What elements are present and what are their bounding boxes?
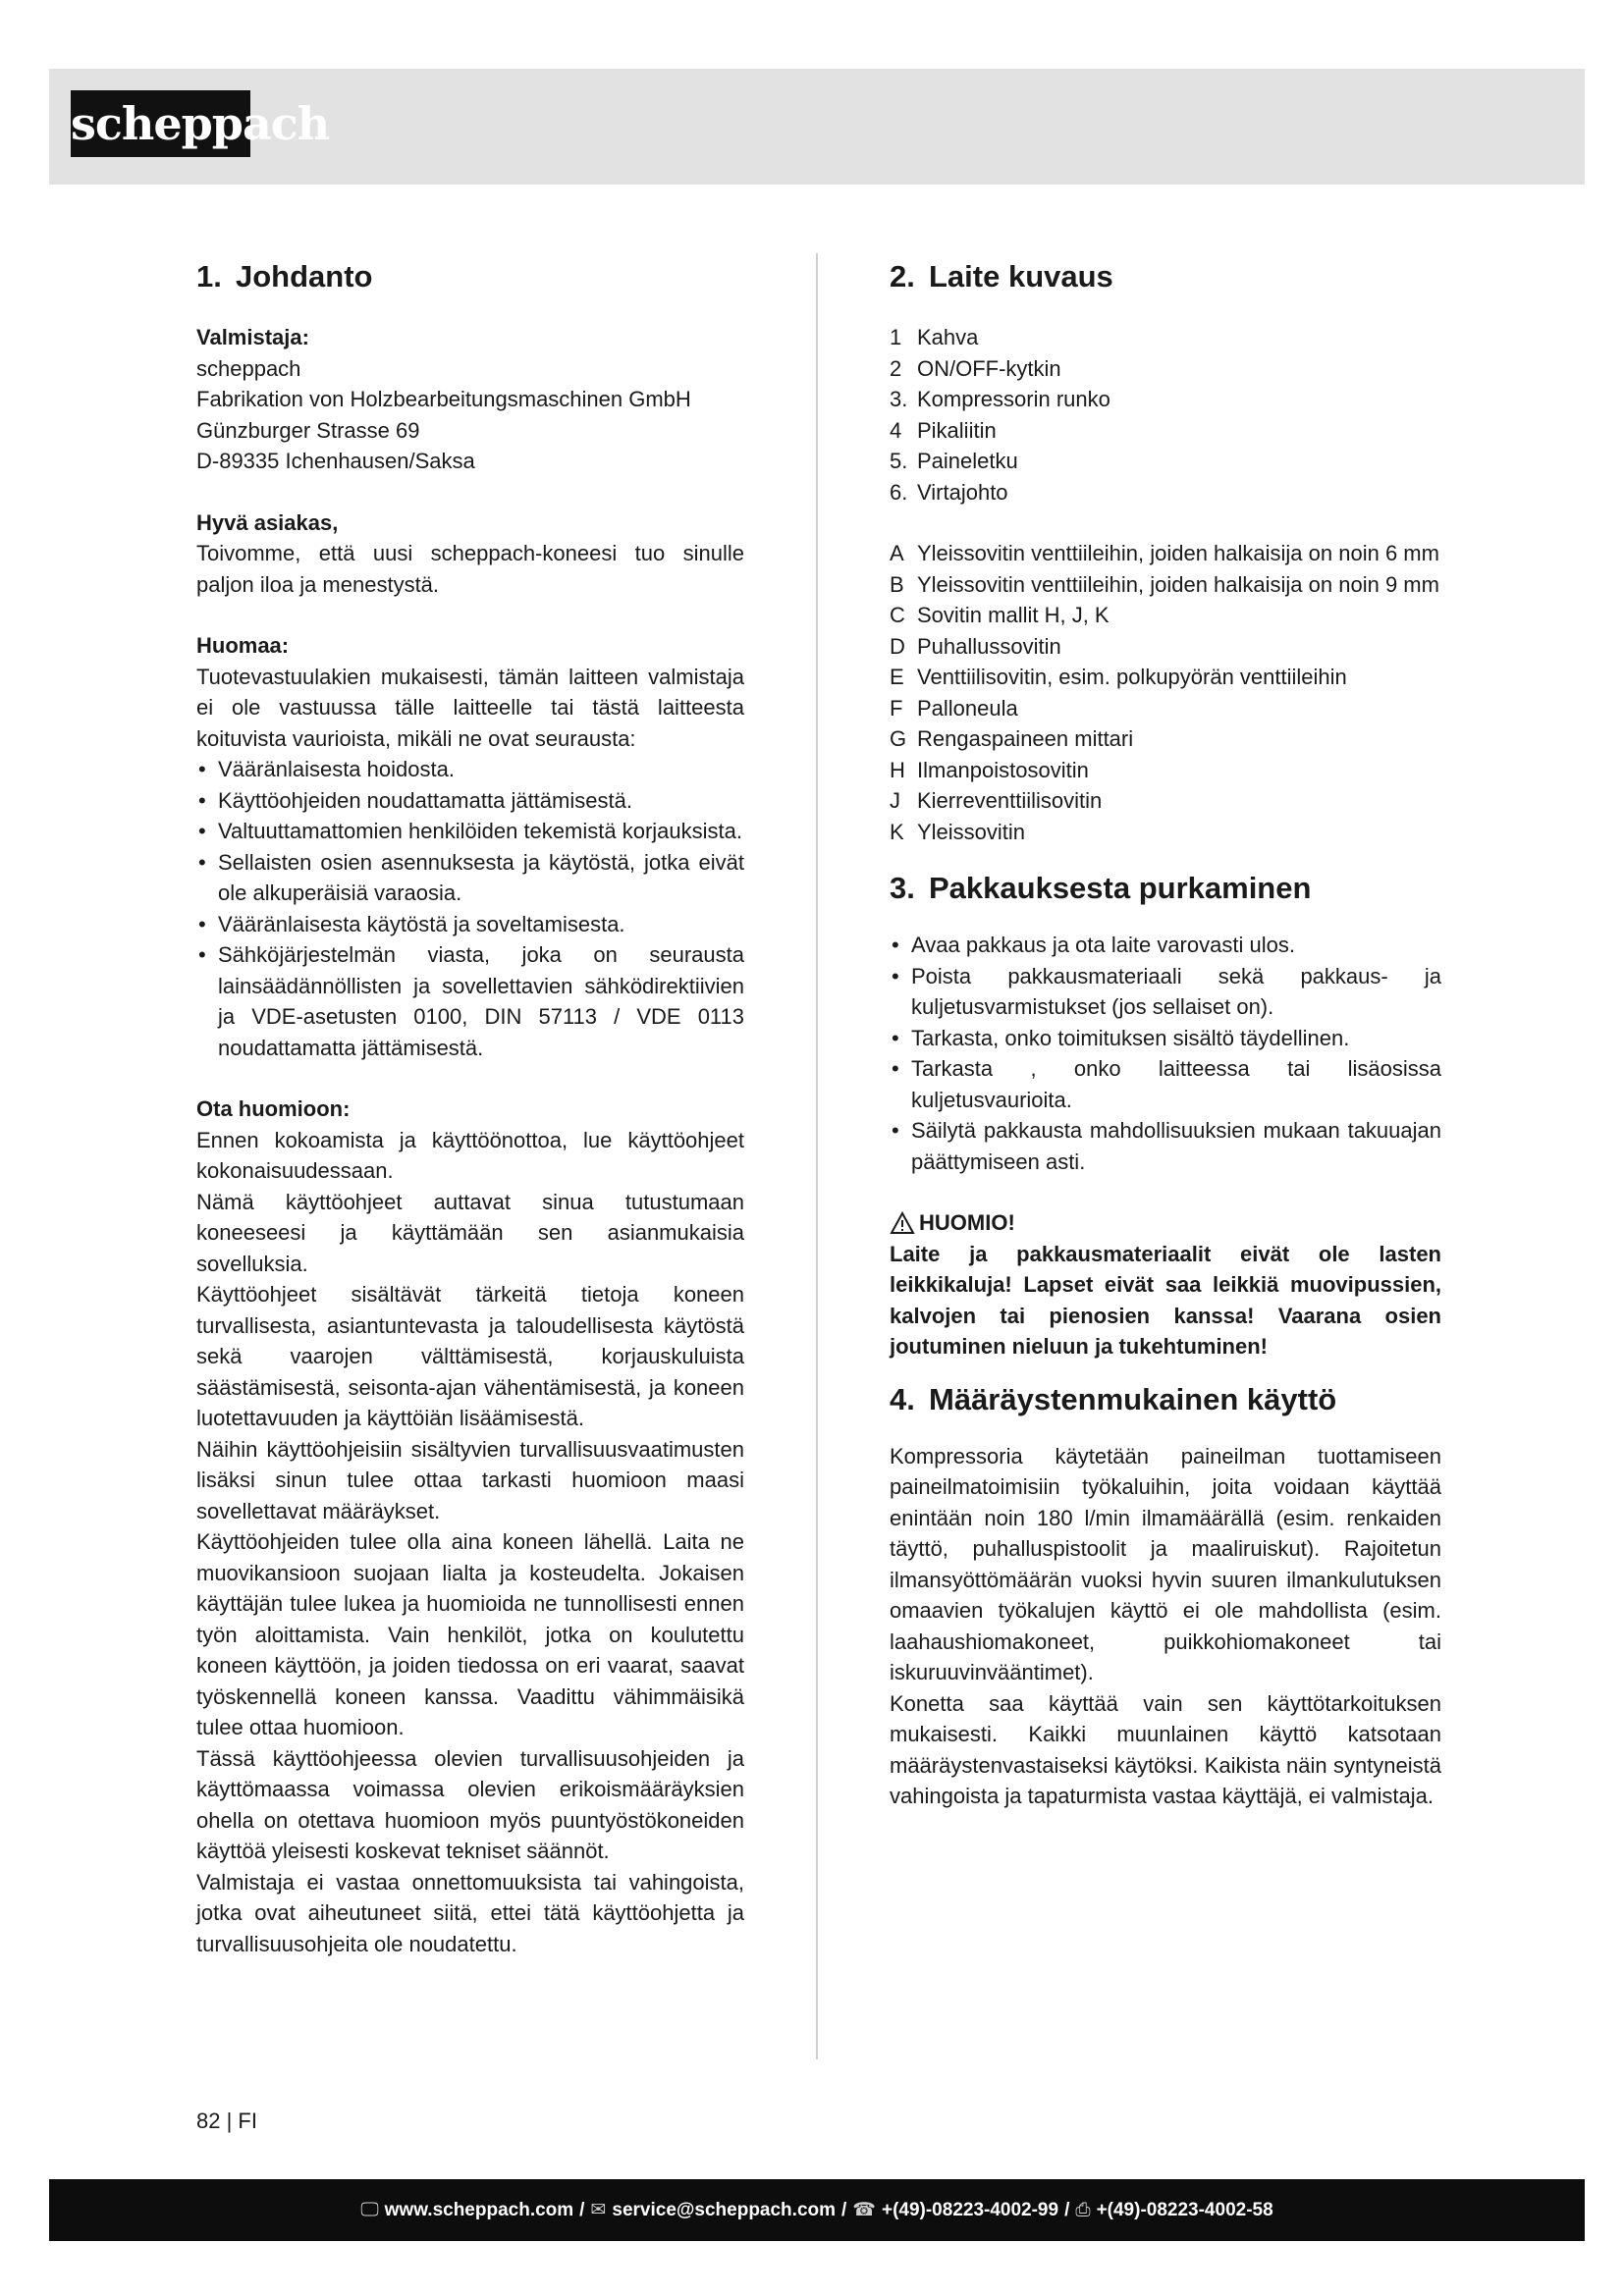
attention-paragraph: Valmistaja ei vastaa onnettomuuksista tai vahingoista, jotka ovat aiheutuneet siitä, ettei tätä käyttöohjetta ja turvallisuusohjeita ole noudatettu. (196, 1869, 744, 1956)
list-item: A Yleissovitin venttiileihin, joiden halkaisija on noin 6 mm (890, 541, 1439, 565)
intended-use-paragraph: Konetta saa käyttää vain sen käyttötarkoituksen mukaisesti. Kaikki muunlainen käyttö katsotaan määräystenvastaiseksi käytöksi. Kaikista näin syntyneistä vahingoista ja tapaturmista vastaa käyttäjä, ei valmistaja. (890, 1690, 1441, 1808)
attention-paragraph: Tässä käyttöohjeessa olevien turvallisuusohjeiden ja käyttömaassa voimassa olevien erikoismääräyksien ohella on otettava huomioon myös puuntyöstökoneiden käyttöä yleisesti koskevat tekniset säännöt. (196, 1745, 744, 1863)
list-item: • Valtuuttamattomien henkilöiden tekemistä korjauksista. (196, 816, 744, 847)
page-number: 82 | FI (196, 2109, 257, 2133)
left-column (196, 253, 744, 1959)
unpacking-list (890, 930, 1441, 1177)
list-item: • Tarkasta , onko laitteessa tai lisäosissa kuljetusvaurioita. (890, 1053, 1441, 1115)
list-item: G Rengaspaineen mittari (890, 726, 1134, 751)
parts-list (890, 322, 1441, 507)
list-item: • Vääränlaisesta käytöstä ja soveltamisesta. (196, 909, 744, 940)
list-item: C Sovitin mallit H, J, K (890, 603, 1110, 627)
phone-number: +(49)-08223-4002-99 (881, 2199, 1059, 2220)
dear-customer-text: Toivomme, että uusi scheppach-koneesi tuo sinulle paljon iloa ja menestystä. (196, 541, 744, 597)
attention-paragraph: Ennen kokoamista ja käyttöönottoa, lue käyttöohjeet kokonaisuudessaan. (196, 1127, 744, 1183)
phone-icon: ☎ (852, 2200, 876, 2220)
section-4-heading: 4. Määräystenmukainen käyttö (890, 1381, 1337, 1416)
attention-paragraph: Käyttöohjeiden tulee olla aina koneen lähellä. Laita ne muovikansioon suojaan lialta ja kosteudelta. Jokaisen käyttäjän tulee lukea ja huomioida ne tunnollisesti ennen työn aloittamista. Vain henkilöt, jotka on koulutettu koneen käyttöön, ja joiden tiedossa on eri vaarat, saavat työskennellä koneen kanssa. Vaadittu vähimmäisikä tulee ottaa huomioon. (196, 1529, 744, 1739)
right-column (890, 253, 1441, 1812)
email-link[interactable]: service@scheppach.com (612, 2199, 837, 2220)
section-2-heading: 2. Laite kuvaus (890, 259, 1113, 294)
manufacturer-line: scheppach (196, 355, 301, 381)
list-item: • Tarkasta, onko toimituksen sisältö täydellinen. (890, 1023, 1441, 1054)
attention-paragraph: Käyttöohjeet sisältävät tärkeitä tietoja koneen turvallisesta, asiantuntevasta ja taloudellisesta käytöstä sekä vaarojen välttämisestä, korjauskuluista säästämisestä, seisonta-ajan vähentämisestä, ja koneen luotettavuuden ja käyttöiän lisäämisestä. (196, 1282, 744, 1430)
list-item: • Sellaisten osien asennuksesta ja käytöstä, jotka eivät ole alkuperäisiä varaosia. (196, 847, 744, 909)
section-1-heading: 1. Johdanto (196, 259, 373, 294)
list-item: H Ilmanpoistosovitin (890, 757, 1089, 782)
section-3-heading: 3. Pakkauksesta purkaminen (890, 871, 1312, 905)
list-item: • Säilytä pakkausta mahdollisuuksien mukaan takuuajan päättymiseen asti. (890, 1115, 1441, 1177)
list-item: 3. Kompressorin runko (890, 387, 1110, 411)
list-item: D Puhallussovitin (890, 633, 1061, 659)
attention-paragraph: Nämä käyttöohjeet auttavat sinua tutustumaan koneeseesi ja käyttämään sen asianmukaisia sovelluksia. (196, 1189, 744, 1276)
note-text: Tuotevastuulakien mukaisesti, tämän laitteen valmistaja ei ole vastuussa tälle laitteelle tai tästä laitteesta koituvista vaurioista, mikäli ne ovat seurausta: (196, 664, 744, 751)
scheppach-logo: scheppach (71, 90, 250, 157)
list-item: • Avaa pakkaus ja ota laite varovasti ulos. (890, 930, 1441, 961)
manufacturer-line: Fabrikation von Holzbearbeitungsmaschinen GmbH (196, 387, 691, 411)
intended-use-paragraph: Kompressoria käytetään paineilman tuottamiseen paineilmatoimisiin työkaluihin, joita voidaan käyttää enintään noin 180 l/min ilmamäärällä (esim. renkaiden täyttö, puhalluspistoolit ja maaliruiskut). Rajoitetun ilmansyöttömäärän vuoksi hyvin suuren ilmankulutuksen omaavien työkalujen käyttö ei ole mahdollista (esim. laahaushiomakoneet, puikkohiomakoneet tai iskuruuvinvääntimet). (890, 1443, 1441, 1684)
manufacturer-heading: Valmistaja: (196, 325, 309, 349)
column-divider (816, 253, 818, 2059)
list-item: F Palloneula (890, 695, 1018, 721)
accessories-list (890, 538, 1441, 847)
fax-icon: ⎙ (1075, 2199, 1091, 2220)
list-item: • Sähköjärjestelmän viasta, joka on seurausta lainsäädännöllisten ja sovellettavien sähködirektiivien ja VDE-asetusten 0100, DIN 57113 / VDE 0113 noudattamatta jättämisestä. (196, 939, 744, 1063)
attention-paragraph: Näihin käyttöohjeisiin sisältyvien turvallisuusvaatimusten lisäksi sinun tulee ottaa tarkasti huomioon maasi sovellettavat määräykset. (196, 1436, 744, 1523)
list-item: • Vääränlaisesta hoidosta. (196, 754, 744, 785)
warning-text: Laite ja pakkausmateriaalit eivät ole lasten leikkikaluja! Lapset eivät saa leikkiä muovipussien, kalvojen tai pienosien kanssa! Vaarana osien joutuminen nieluun ja tukehtuminen! (890, 1241, 1441, 1359)
list-item: 2 ON/OFF-kytkin (890, 355, 1061, 381)
fax-number: +(49)-08223-4002-58 (1096, 2199, 1273, 2220)
attention-heading: Ota huomioon: (196, 1096, 351, 1121)
warning-triangle-icon (890, 1211, 915, 1235)
list-item: • Poista pakkausmateriaali sekä pakkaus- ja kuljetusvarmistukset (jos sellaiset on). (890, 961, 1441, 1023)
separator: / (841, 2199, 847, 2220)
list-item: E Venttiilisovitin, esim. polkupyörän venttiileihin (890, 665, 1347, 689)
list-item: • Käyttöohjeiden noudattamatta jättämisestä. (196, 785, 744, 817)
list-item: 4 Pikaliitin (890, 417, 997, 443)
separator: / (579, 2199, 585, 2220)
list-item: K Yleissovitin (890, 819, 1026, 844)
dear-customer-heading: Hyvä asiakas, (196, 509, 339, 535)
monitor-icon: 🖵 (360, 2199, 379, 2220)
list-item: B Yleissovitin venttiileihin, joiden halkaisija on noin 9 mm (890, 571, 1439, 597)
warning-heading: HUOMIO! (890, 1207, 1441, 1239)
contact-bar (49, 2179, 1585, 2241)
liability-list (196, 754, 744, 1063)
list-item: 1 Kahva (890, 325, 979, 349)
list-item: 5. Paineletku (890, 449, 1018, 473)
list-item: 6. Virtajohto (890, 479, 1008, 505)
note-heading: Huomaa: (196, 633, 290, 658)
manufacturer-line: D-89335 Ichenhausen/Saksa (196, 449, 475, 473)
manufacturer-line: Günzburger Strasse 69 (196, 417, 420, 443)
list-item: J Kierreventtiilisovitin (890, 788, 1103, 813)
separator: / (1064, 2199, 1070, 2220)
envelope-icon: ✉ (590, 2200, 607, 2220)
page-header (49, 69, 1585, 185)
website-link[interactable]: www.scheppach.com (384, 2199, 574, 2220)
